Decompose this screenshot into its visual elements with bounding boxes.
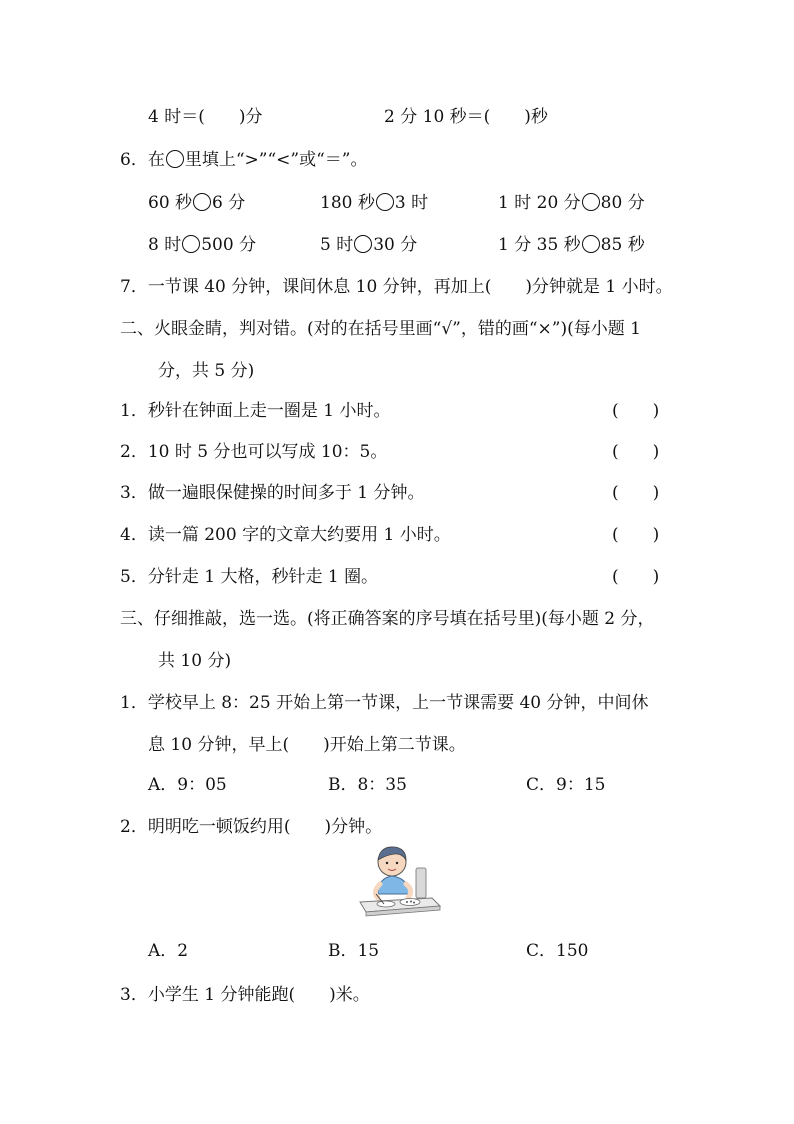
question-6-title bbox=[120, 149, 367, 171]
compare-circle-icon bbox=[376, 193, 394, 211]
compare-left: 180 秒 bbox=[320, 193, 375, 213]
compare-circle-icon bbox=[182, 235, 200, 253]
option-b: B．15 bbox=[328, 941, 380, 961]
question-6-title-pre: 6．在 bbox=[120, 150, 165, 170]
option-b: B．8：35 bbox=[328, 775, 407, 795]
compare-right: 85 秒 bbox=[600, 235, 645, 255]
compare-circle-icon bbox=[193, 193, 211, 211]
compare-right: 500 分 bbox=[201, 235, 257, 255]
compare-right: 3 时 bbox=[394, 193, 429, 213]
compare-circle-icon bbox=[354, 235, 372, 253]
section-3-title-cont: 共 10 分) bbox=[158, 651, 232, 671]
compare-left: 1 分 35 秒 bbox=[498, 235, 581, 255]
compare-right: 80 分 bbox=[600, 193, 645, 213]
judge-item: 5．分针走 1 大格，秒针走 1 圈。 bbox=[120, 567, 379, 587]
option-a: A．2 bbox=[148, 941, 189, 961]
fill-item-hours-to-minutes: 4 时＝( )分 bbox=[148, 107, 263, 127]
section-2-title-cont: 分，共 5 分) bbox=[158, 361, 255, 381]
question-7: 7．一节课 40 分钟，课间休息 10 分钟，再加上( )分钟就是 1 小时。 bbox=[120, 277, 673, 297]
compare-item bbox=[148, 192, 245, 214]
option-c: C．150 bbox=[526, 941, 589, 961]
answer-paren: ( ) bbox=[612, 525, 660, 545]
option-c: C．9：15 bbox=[526, 775, 606, 795]
answer-paren: ( ) bbox=[612, 401, 660, 421]
choice-question-2: 2．明明吃一顿饭约用( )分钟。 bbox=[120, 817, 383, 837]
compare-left: 1 时 20 分 bbox=[498, 193, 581, 213]
option-a: A．9：05 bbox=[148, 775, 227, 795]
question-6-title-post: 里填上“>”“<”或“＝”。 bbox=[184, 150, 368, 170]
compare-left: 8 时 bbox=[148, 235, 182, 255]
compare-item bbox=[498, 192, 645, 214]
section-2-title: 二、火眼金睛，判对错。(对的在括号里画“√”，错的画“×”)(每小题 1 bbox=[120, 319, 641, 339]
choice-question-1: 1．学校早上 8：25 开始上第一节课，上一节课需要 40 分钟，中间休 bbox=[120, 693, 649, 713]
compare-left: 60 秒 bbox=[148, 193, 193, 213]
answer-paren: ( ) bbox=[612, 442, 660, 462]
answer-paren: ( ) bbox=[612, 483, 660, 503]
compare-item bbox=[148, 234, 256, 256]
boy-eating-illustration bbox=[358, 842, 442, 922]
compare-circle-icon bbox=[166, 150, 184, 168]
section-3-title: 三、仔细推敲，选一选。(将正确答案的序号填在括号里)(每小题 2 分， bbox=[120, 609, 655, 629]
compare-left: 5 时 bbox=[320, 235, 354, 255]
compare-circle-icon bbox=[582, 193, 600, 211]
judge-item: 1．秒针在钟面上走一圈是 1 小时。 bbox=[120, 401, 391, 421]
compare-circle-icon bbox=[582, 235, 600, 253]
compare-item bbox=[320, 192, 428, 214]
compare-item bbox=[320, 234, 417, 256]
choice-question-3: 3．小学生 1 分钟能跑( )米。 bbox=[120, 985, 370, 1005]
judge-item: 3．做一遍眼保健操的时间多于 1 分钟。 bbox=[120, 483, 425, 503]
judge-item: 2．10 时 5 分也可以写成 10：5。 bbox=[120, 442, 388, 462]
compare-right: 6 分 bbox=[212, 193, 246, 213]
compare-right: 30 分 bbox=[373, 235, 418, 255]
fill-item-minutes-seconds: 2 分 10 秒＝( )秒 bbox=[384, 107, 548, 127]
choice-question-1-cont: 息 10 分钟，早上( )开始上第二节课。 bbox=[148, 735, 466, 755]
judge-item: 4．读一篇 200 字的文章大约要用 1 小时。 bbox=[120, 525, 451, 545]
compare-item bbox=[498, 234, 645, 256]
answer-paren: ( ) bbox=[612, 567, 660, 587]
